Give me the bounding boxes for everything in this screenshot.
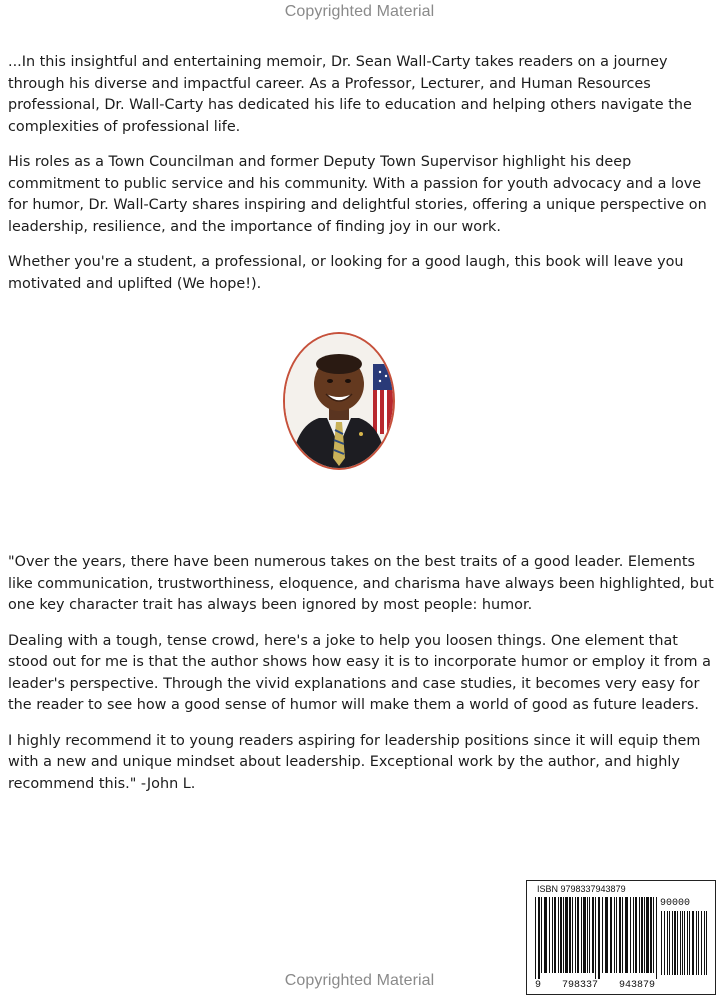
barcode-bar — [677, 911, 678, 975]
barcode-bar — [684, 911, 685, 975]
barcode-bar — [635, 897, 637, 973]
barcode-bar — [572, 897, 573, 973]
blurb-paragraph-3: Whether you're a student, a professional, or looking for a good laugh, this book will leave you motivated and uplifted (We hope!). — [8, 254, 684, 292]
barcode-bar — [616, 897, 617, 973]
barcode-bar — [672, 911, 673, 975]
barcode-bar — [614, 897, 615, 973]
barcode-bar — [682, 911, 683, 975]
barcode-bar — [650, 897, 652, 973]
barcode-bar — [583, 897, 586, 973]
barcode-bar — [560, 897, 562, 973]
barcode-digit-group-1: 9 — [535, 980, 542, 991]
barcode-bar — [644, 897, 645, 973]
barcode-bar — [575, 897, 576, 973]
copyright-watermark-top: Copyrighted Material — [284, 3, 435, 20]
isbn-label: ISBN 9798337943879 — [537, 884, 626, 894]
barcode-bar — [610, 897, 612, 973]
barcode-bar — [535, 897, 536, 979]
review-paragraph-2: Dealing with a tough, tense crowd, here's a joke to help you loosen things. One element that stood out for me is that the author shows how easy it is to incorporate humor or employ it from a leader's perspective. Through the vivid explanations and case studies, it becomes very easy for the reader to see how a good sense of humor will make them a world of good as future leaders. — [8, 632, 711, 713]
barcode-bar — [680, 911, 681, 975]
barcode-bar — [554, 897, 556, 973]
barcode-bar — [653, 897, 654, 973]
barcode-bar — [552, 897, 553, 973]
review-paragraph-1: "Over the years, there have been numerous takes on the best traits of a good leader. Elements like communication, trustworthiness, eloquence, and charisma have always been highlighted, but one key character trait has always been ignored by most people: humor. — [8, 554, 714, 613]
barcode-bar — [687, 911, 688, 975]
barcode-bar — [587, 897, 588, 973]
barcode-bar — [602, 897, 603, 973]
back-cover-blurb — [8, 52, 714, 309]
barcode-bar — [664, 911, 665, 975]
barcode-bar — [656, 897, 657, 979]
barcode-bar — [704, 911, 705, 975]
barcode-bar — [625, 897, 628, 973]
barcode-bar — [563, 897, 564, 973]
barcode-bar — [639, 897, 640, 973]
barcode-bar — [605, 897, 608, 973]
barcode-bar — [661, 911, 662, 975]
barcode-bar — [544, 897, 547, 973]
barcode-bar — [633, 897, 634, 973]
barcode-bar — [689, 911, 690, 975]
barcode-bar — [701, 911, 702, 975]
author-portrait — [283, 332, 395, 470]
barcode-bar — [592, 897, 594, 973]
barcode-bar — [565, 897, 568, 973]
barcode-bar — [622, 897, 623, 973]
barcode-bar — [674, 911, 676, 975]
barcode-bar — [696, 911, 697, 975]
barcode-bar — [595, 897, 596, 979]
barcode-bar — [598, 897, 600, 979]
barcode-bar — [667, 911, 668, 975]
barcode-digit-group-2: 798337 — [561, 980, 598, 991]
author-photo-illustration — [285, 334, 393, 468]
blurb-paragraph-2: His roles as a Town Councilman and former Deputy Town Supervisor highlight his deep commitment to public service and his community. With a passion for youth advocacy and a love for humor, Dr. Wall-Carty shares inspiring and delightful stories, offering a unique perspective on leadership, resilience, and the importance of finding joy in our work. — [8, 154, 707, 235]
barcode-bar — [619, 897, 621, 973]
barcode-bar — [549, 897, 550, 973]
barcode-bar — [641, 897, 643, 973]
copyright-watermark-bottom: Copyrighted Material — [284, 972, 435, 989]
barcode-bar — [589, 897, 590, 973]
barcode-bar — [646, 897, 649, 973]
barcode-bar — [541, 897, 542, 973]
barcode-bar — [569, 897, 571, 973]
barcode-digit-group-3: 943879 — [618, 980, 655, 991]
barcode-bar — [581, 897, 582, 973]
barcode-bar — [630, 897, 631, 973]
barcode-bar — [669, 911, 670, 975]
barcode-bar — [706, 911, 707, 975]
price-code: 90000 — [660, 898, 691, 909]
barcode-bar — [577, 897, 579, 973]
barcode-bar — [538, 897, 540, 979]
barcode-bars-addon — [661, 911, 709, 981]
blurb-paragraph-1: ...In this insightful and entertaining memoir, Dr. Sean Wall-Carty takes readers on a journey through his diverse and impactful career. As a Professor, Lecturer, and Human Resources professional, Dr. Wall-Carty has dedicated his life to education and helping others navigate the complexities of professional life. — [8, 54, 692, 135]
reader-review — [8, 552, 714, 809]
barcode-bar — [698, 911, 699, 975]
review-paragraph-3: I highly recommend it to young readers aspiring for leadership positions since it will equip them with a new and unique mindset about leadership. Exceptional work by the author, and highly recommend this." -John L. — [8, 732, 701, 792]
barcode-bars-main — [535, 897, 659, 979]
barcode-bar — [692, 911, 694, 975]
barcode-bar — [558, 897, 559, 973]
